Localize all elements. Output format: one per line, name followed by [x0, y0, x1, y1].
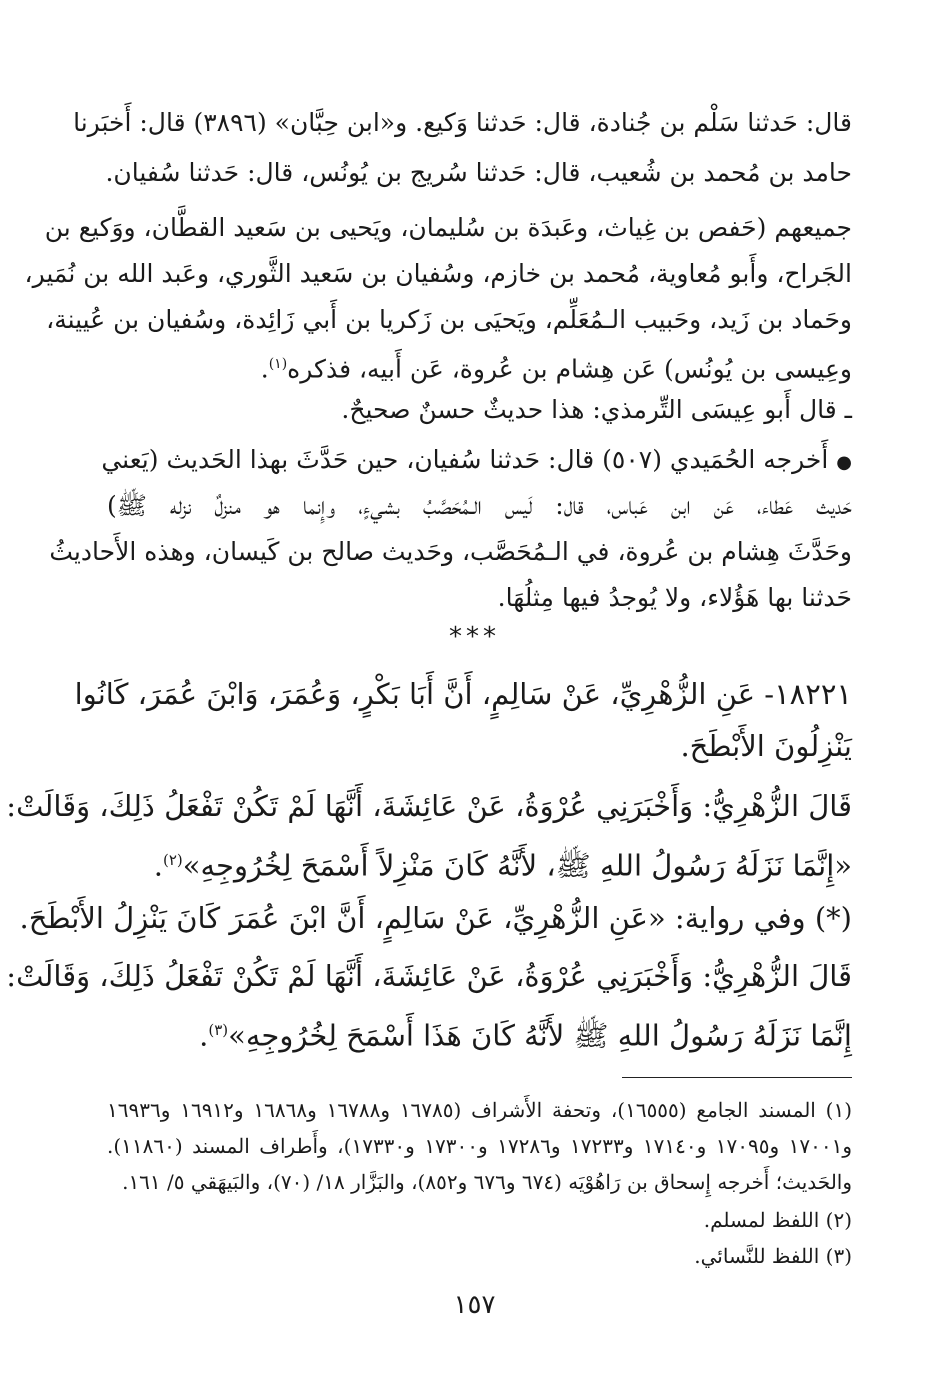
footnote-line-5: (٣) اللفظ للنَّسائي.: [694, 1244, 852, 1268]
hadith-line-2: يَنْزِلُونَ الأَبْطَحَ.: [680, 729, 852, 763]
narrators-line-2: الجَراح، وأَبو مُعاوية، مُحمد بن خازم، وسُفيان بن سَعيد الثَّوري، وعَبد الله بن نُمَير،: [24, 259, 852, 288]
intro-line-2: حامد بن مُحمد بن شُعيب، قال: حَدثنا سُريج بن يُونُس، قال: حَدثنا سُفيان.: [105, 158, 852, 187]
hadith-line-3: قَالَ الزُّهْرِيُّ: وَأَخْبَرَنِي عُرْوَةُ، عَنْ عَائِشَةَ، أَنَّهَا لَمْ تَكُنْ تَفْعَلُ ذَلِكَ، وَقَالَتْ:: [6, 789, 852, 823]
footnote-ref-3: (٣): [208, 1021, 229, 1039]
footnote-line-4: (٢) اللفظ لمسلم.: [703, 1208, 852, 1232]
tirmidhi-statement: ـ قال أَبو عِيسَى التِّرمذي: هذا حديثٌ حسنٌ صحيحٌ.: [341, 395, 852, 424]
humaydi-line-4: حَدثنا بها هَؤُلاء، ولا يُوجدُ فيها مِثلُهَا.: [497, 583, 852, 612]
footnote-line-1: (١) المسند الجامع (١٦٥٥٥)، وتحفة الأَشراف (١٦٧٨٥ و١٦٧٨٨ و١٦٨٦٨ و١٦٩١٢ و١٦٩٣٦: [107, 1098, 853, 1122]
intro-line-1: قال: حَدثنا سَلْم بن جُنادة، قال: حَدثنا وَكيع. و«ابن حِبَّان» (٣٨٩٦) قال: أَخبَرنا: [73, 108, 852, 137]
footnote-ref-1: (١): [268, 356, 288, 372]
narrators-line-4-text: وعِيسى بن يُونُس) عَن هِشام بن عُروة، عَن أَبيه، فذكره: [287, 354, 852, 384]
footnote-line-2: و١٧٠٠١ و١٧٠٩٥ و١٧١٤٠ و١٧٢٣٣ و١٧٢٨٦ و١٧٣٠٠ و١٧٣٣٠)، وأَطراف المسند (١١٨٦٠).: [107, 1134, 852, 1158]
narrators-line-4: وعِيسى بن يُونُس) عَن هِشام بن عُروة، عَن أَبيه، فذكره$^{(١)}$.: [260, 354, 852, 384]
narrators-line-3: وحَماد بن زَيد، وحَبيب الـمُعَلِّم، ويَحيَى بن زَكريا بن أَبي زَائِدة، وسُفيان بن عُيينة،: [46, 305, 852, 334]
humaydi-line-1: [101, 438, 852, 482]
hadith-line-6: قَالَ الزُّهْرِيُّ: وَأَخْبَرَنِي عُرْوَةُ، عَنْ عَائِشَةَ، أَنَّهَا لَمْ تَكُنْ تَفْعَلُ ذَلِكَ، وَقَالَتْ:: [6, 959, 852, 993]
hadith-line-7: إِنَّمَا نَزَلَهُ رَسُولُ اللهِ ﷺ لأَنَّهُ كَانَ هَذَا أَسْمَحَ لِخُرُوجِهِ»$^{(٣)}$.: [199, 1018, 852, 1053]
bullet-icon: ●: [836, 452, 852, 473]
humaydi-line-1-text: أَخرجه الحُمَيدي (٥٠٧) قال: حَدثنا سُفيان، حين حَدَّثَ بهذا الحَديث (يَعني: [101, 445, 829, 474]
section-separator: ***: [449, 622, 500, 652]
hadith-line-5: (*) وفي رواية: «عَنِ الزُّهْرِيِّ، عَنْ سَالِمٍ، أَنَّ ابْنَ عُمَرَ كَانَ يَنْزِلُ الأَبْطَحَ.: [19, 901, 852, 935]
humaydi-line-3: وحَدَّثَ هِشام بن عُروة، في الـمُحَصَّب، وحَديث صالح بن كَيسان، وهذه الأَحاديثُ: [49, 537, 852, 566]
footnote-line-3: والحَديث؛ أَخرجه إِسحاق بن رَاهُوْيَه (٦٧٤ و٦٧٦ و٨٥٢)، والبَزَّار ١٨/ (٧٠)، والبَيهَقي ٥/ ١٦١.: [122, 1170, 852, 1194]
footnote-ref-2: (٢): [162, 851, 183, 869]
hadith-line-4-text: «إِنَّمَا نَزَلَهُ رَسُولُ اللهِ ﷺ، لأَنَّهُ كَانَ مَنْزِلاً أَسْمَحَ لِخُرُوجِهِ»: [182, 848, 852, 883]
footnote-divider: [622, 1077, 852, 1078]
hadith-line-7-text: إِنَّمَا نَزَلَهُ رَسُولُ اللهِ ﷺ لأَنَّهُ كَانَ هَذَا أَسْمَحَ لِخُرُوجِهِ»: [228, 1018, 852, 1053]
narrators-line-1: جميعهم (حَفص بن غِياث، وعَبدَة بن سُليمان، ويَحيى بن سَعيد القطَّان، ووَكيع بن: [44, 213, 852, 242]
humaydi-line-2: حَديث عَطاء، عَن ابن عَباس، قال: لَيس الـمُحَصَّبُ بشيءٍ، وإِنما هو منزلٌ نزله ﷺ): [107, 491, 852, 520]
hadith-line-1: ١٨٢٢١- عَنِ الزُّهْرِيِّ، عَنْ سَالِمٍ، أَنَّ أَبَا بَكْرٍ، وَعُمَرَ، وَابْنَ عُمَرَ، كَانُوا: [74, 677, 852, 711]
hadith-line-4: «إِنَّمَا نَزَلَهُ رَسُولُ اللهِ ﷺ، لأَنَّهُ كَانَ مَنْزِلاً أَسْمَحَ لِخُرُوجِهِ»$^{(٢)}$.: [153, 848, 852, 883]
page-number: ١٥٧: [453, 1290, 496, 1320]
